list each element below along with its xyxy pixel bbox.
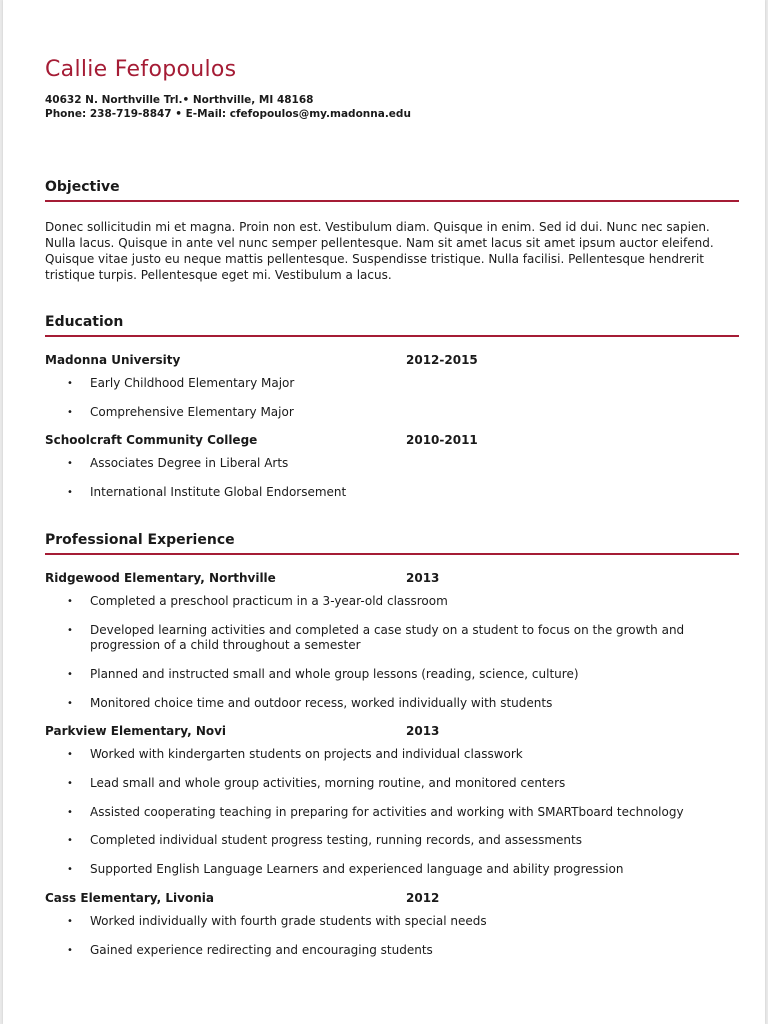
experience-entry bbox=[45, 571, 735, 587]
bullet-icon: • bbox=[67, 487, 73, 498]
entry-date: 2010-2011 bbox=[406, 433, 478, 447]
entry-date: 2013 bbox=[406, 571, 440, 585]
list-item-text: Gained experience redirecting and encouraging students bbox=[90, 943, 433, 957]
list-item-text: Completed individual student progress testing, running records, and assessments bbox=[90, 833, 582, 847]
education-entry bbox=[45, 353, 735, 369]
objective-text: Donec sollicitudin mi et magna. Proin non est. Vestibulum diam. Quisque in enim. Sed id dui. Nunc nec sapien. Nulla lacus. Quisque in ante vel nunc semper pellentesque. Nam sit amet lacus sit amet ipsum auctor eleifend. Quisque vitae justo eu neque mattis pellentesque. Suspendisse tristique. Nulla facilisi. Pellentesque hendrerit tristique turpis. Pellentesque eget mi. Vestibulum a lacus. bbox=[45, 220, 714, 282]
section-title-objective: Objective bbox=[45, 179, 120, 195]
entry-organization: Ridgewood Elementary, Northville bbox=[45, 571, 276, 585]
bullet-icon: • bbox=[67, 378, 73, 389]
entry-organization: Madonna University bbox=[45, 353, 181, 367]
education-entry bbox=[45, 433, 735, 449]
entry-date: 2012 bbox=[406, 891, 440, 905]
bullet-icon: • bbox=[67, 625, 73, 636]
candidate-name: Callie Fefopoulos bbox=[45, 57, 237, 82]
bullet-icon: • bbox=[67, 407, 73, 418]
bullet-icon: • bbox=[67, 916, 73, 927]
list-item-text: Lead small and whole group activities, morning routine, and monitored centers bbox=[90, 776, 566, 790]
resume-page bbox=[3, 0, 765, 1024]
section-divider bbox=[45, 553, 739, 555]
bullet-icon: • bbox=[67, 945, 73, 956]
bullet-icon: • bbox=[67, 835, 73, 846]
list-item-text: Early Childhood Elementary Major bbox=[90, 376, 295, 390]
contact-line: Phone: 238-719-8847 • E-Mail: cfefopoulos@my.madonna.edu bbox=[45, 108, 411, 120]
entry-date: 2012-2015 bbox=[406, 353, 478, 367]
bullet-icon: • bbox=[67, 669, 73, 680]
section-title-experience: Professional Experience bbox=[45, 532, 235, 548]
entry-organization: Parkview Elementary, Novi bbox=[45, 724, 227, 738]
bullet-icon: • bbox=[67, 458, 73, 469]
list-item-text: Planned and instructed small and whole group lessons (reading, science, culture) bbox=[90, 667, 579, 681]
entry-date: 2013 bbox=[406, 724, 440, 738]
list-item-text: International Institute Global Endorsement bbox=[90, 485, 347, 499]
section-divider bbox=[45, 200, 739, 202]
bullet-icon: • bbox=[67, 864, 73, 875]
experience-entry bbox=[45, 891, 735, 907]
address-line: 40632 N. Northville Trl.• Northville, MI 48168 bbox=[45, 94, 314, 106]
bullet-icon: • bbox=[67, 749, 73, 760]
bullet-icon: • bbox=[67, 596, 73, 607]
list-item-text: Supported English Language Learners and experienced language and ability progression bbox=[90, 862, 624, 876]
section-title-education: Education bbox=[45, 314, 124, 330]
list-item-text: Comprehensive Elementary Major bbox=[90, 405, 294, 419]
list-item-text: Worked individually with fourth grade students with special needs bbox=[90, 914, 487, 928]
list-item-text: Worked with kindergarten students on projects and individual classwork bbox=[90, 747, 523, 761]
bullet-icon: • bbox=[67, 807, 73, 818]
list-item-text: Monitored choice time and outdoor recess, worked individually with students bbox=[90, 696, 553, 710]
list-item-text: Completed a preschool practicum in a 3-year-old classroom bbox=[90, 594, 448, 608]
bullet-icon: • bbox=[67, 698, 73, 709]
list-item-text: Developed learning activities and completed a case study on a student to focus on the growth and progression of a child throughout a semester bbox=[90, 623, 685, 652]
bullet-icon: • bbox=[67, 778, 73, 789]
experience-entry bbox=[45, 724, 735, 740]
entry-organization: Schoolcraft Community College bbox=[45, 433, 258, 447]
section-divider bbox=[45, 335, 739, 337]
list-item-text: Assisted cooperating teaching in preparing for activities and working with SMARTboard technology bbox=[90, 805, 684, 819]
entry-organization: Cass Elementary, Livonia bbox=[45, 891, 214, 905]
list-item-text: Associates Degree in Liberal Arts bbox=[90, 456, 289, 470]
